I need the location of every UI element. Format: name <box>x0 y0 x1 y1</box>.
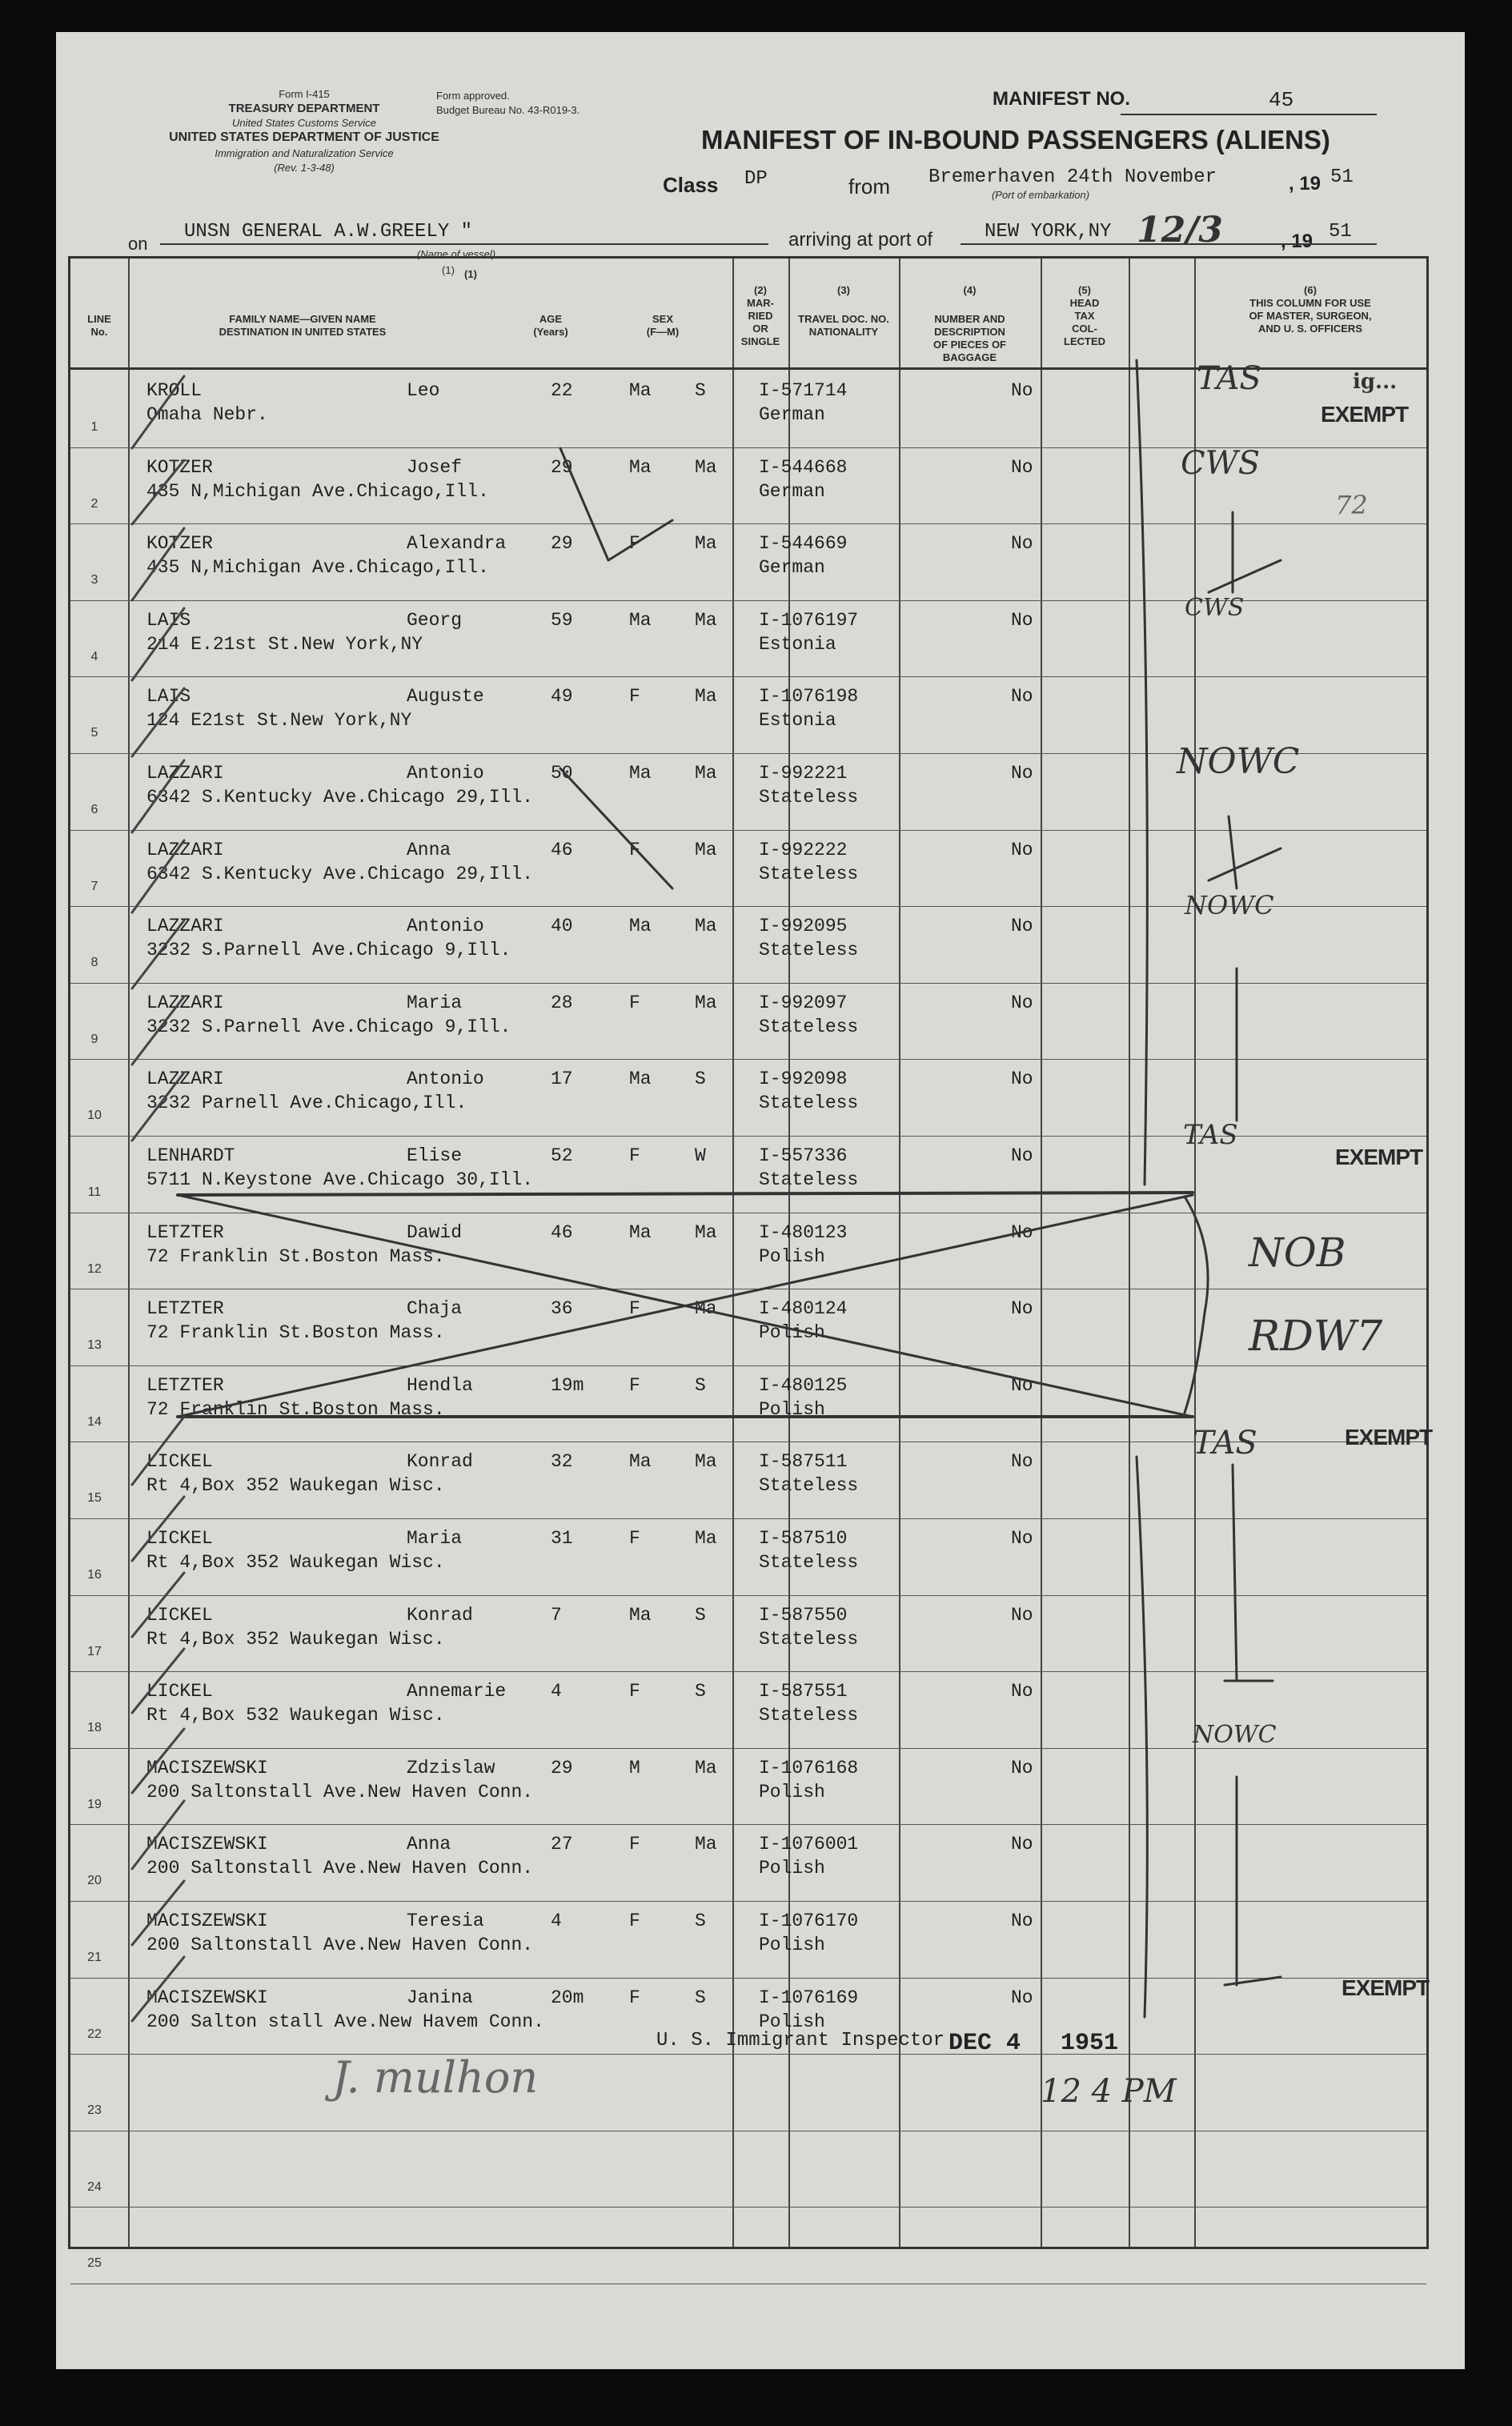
surname: MACISZEWSKI <box>146 1757 268 1778</box>
destination: 435 N,Michigan Ave.Chicago,Ill. <box>146 480 489 502</box>
embarkation-caption: (Port of embarkation) <box>991 189 1090 201</box>
nationality: Stateless <box>759 1628 859 1650</box>
age: 50 <box>551 763 573 784</box>
given-name: Maria <box>407 992 463 1013</box>
form-approved: Form approved. <box>436 90 510 102</box>
nationality: Stateless <box>759 787 859 808</box>
annotation-nowc-3: NOWC <box>1193 1721 1277 1749</box>
destination: 3232 S.Parnell Ave.Chicago 9,Ill. <box>146 1016 511 1037</box>
surname: LAZZARI <box>146 916 224 937</box>
nationality: Stateless <box>759 863 859 884</box>
head-tax: No <box>1011 1221 1033 1243</box>
vertical-check-1 <box>1137 360 1147 1185</box>
line-number: 24 <box>87 2179 102 2194</box>
line-number: 3 <box>90 573 98 587</box>
given-name: Konrad <box>407 1451 473 1473</box>
destination: Rt 4,Box 352 Waukegan Wisc. <box>146 1552 445 1573</box>
embarkation-port: Bremerhaven 24th November <box>928 166 1217 188</box>
head-tax: No <box>1011 1069 1033 1090</box>
year1-value: 51 <box>1330 166 1354 188</box>
surname: MACISZEWSKI <box>146 1911 268 1931</box>
destination: Rt 4,Box 352 Waukegan Wisc. <box>146 1628 445 1650</box>
handwritten-time: 12 4 PM <box>1041 2073 1177 2110</box>
exempt-stamp-3: EXEMPT <box>1345 1425 1433 1450</box>
given-name: Maria <box>407 1528 463 1549</box>
annotation-ig: ig... <box>1353 370 1398 394</box>
sex: F <box>629 839 640 860</box>
head-tax: No <box>1011 763 1033 784</box>
surname: LAIS <box>146 686 191 708</box>
travel-doc-no: I-480123 <box>759 1221 848 1243</box>
surname: LETZTER <box>146 1374 224 1396</box>
age: 4 <box>551 1681 562 1702</box>
row-tick-marks <box>132 376 184 2021</box>
destination: 6342 S.Kentucky Ave.Chicago 29,Ill. <box>146 787 534 808</box>
surname: LAZZARI <box>146 839 224 860</box>
given-name: Antonio <box>407 916 484 937</box>
annotation-nob: NOB <box>1249 1229 1346 1276</box>
surname: LICKEL <box>146 1451 213 1473</box>
head-tax: No <box>1011 380 1033 401</box>
sex: F <box>629 992 640 1013</box>
destination: 124 E21st St.New York,NY <box>146 710 412 732</box>
nationality: Polish <box>759 1322 825 1344</box>
annotation-tas-2: TAS <box>1183 1119 1238 1151</box>
age: 46 <box>551 839 573 860</box>
date-stamp: DEC 4 <box>949 2030 1021 2057</box>
col-header-headtax: (5) HEAD TAX COL- LECTED <box>1064 284 1105 347</box>
line-number: 14 <box>87 1414 102 1429</box>
class-value: DP <box>744 168 768 190</box>
surname: LETZTER <box>146 1221 224 1243</box>
marital-status: Ma <box>695 1834 717 1855</box>
head-tax: No <box>1011 1374 1033 1396</box>
col-header-name: FAMILY NAME—GIVEN NAME DESTINATION IN UNITED STATES <box>219 313 387 338</box>
travel-doc-no: I-544668 <box>759 456 848 478</box>
nationality: Stateless <box>759 1016 859 1037</box>
age: 27 <box>551 1834 573 1855</box>
sex: F <box>629 1374 640 1396</box>
head-tax: No <box>1011 1298 1033 1320</box>
marital-status: S <box>695 380 706 401</box>
sex: Ma <box>629 1069 652 1090</box>
given-name: Leo <box>407 380 440 401</box>
line-number: 11 <box>87 1185 102 1199</box>
line-number: 4 <box>90 649 98 664</box>
surname: KOTZER <box>146 456 213 478</box>
rev-date: (Rev. 1-3-48) <box>274 162 335 174</box>
marital-status: S <box>695 1681 706 1702</box>
given-name: Anna <box>407 1834 451 1855</box>
given-name: Chaja <box>407 1298 463 1320</box>
age: 7 <box>551 1604 562 1626</box>
line-number: 16 <box>87 1568 102 1582</box>
marital-status: Ma <box>695 609 717 631</box>
col-header-married: (2) MAR- RIED OR SINGLE <box>740 284 780 347</box>
destination: 5711 N.Keystone Ave.Chicago 30,Ill. <box>146 1169 534 1190</box>
col-header-officers: (6) THIS COLUMN FOR USE OF MASTER, SURGEON, AND U. S. OFFICERS <box>1249 284 1372 335</box>
annotation-cws-1: CWS <box>1181 445 1261 482</box>
sex: F <box>629 533 640 555</box>
marital-status: Ma <box>695 686 717 708</box>
arrival-date-handwritten: 12/3 <box>1137 210 1223 251</box>
destination: 200 Saltonstall Ave.New Haven Conn. <box>146 1781 534 1802</box>
marital-status: S <box>695 1911 706 1931</box>
check-group-4 <box>1225 1465 1273 1681</box>
given-name: Annemarie <box>407 1681 507 1702</box>
travel-doc-no: I-587551 <box>759 1681 848 1702</box>
year1-prefix: , 19 <box>1289 173 1321 194</box>
travel-doc-no: I-480124 <box>759 1298 848 1320</box>
sex-markings-2 <box>560 768 672 888</box>
sex: Ma <box>629 916 652 937</box>
age: 46 <box>551 1221 573 1243</box>
marital-status: S <box>695 1604 706 1626</box>
surname: LAIS <box>146 609 191 631</box>
travel-doc-no: I-1076169 <box>759 1987 859 2008</box>
nationality: German <box>759 404 825 425</box>
travel-doc-no: I-992097 <box>759 992 848 1013</box>
surname: LENHARDT <box>146 1145 235 1166</box>
sex: F <box>629 1987 640 2008</box>
given-name: Antonio <box>407 763 484 784</box>
treasury-dept: TREASURY DEPARTMENT <box>228 102 380 115</box>
sex: M <box>629 1757 640 1778</box>
sex: F <box>629 1681 640 1702</box>
annotation-tas-3: TAS <box>1193 1425 1257 1462</box>
sex: F <box>629 686 640 708</box>
given-name: Teresia <box>407 1911 484 1931</box>
annotation-tas-1: TAS <box>1197 360 1261 397</box>
line-number: 19 <box>87 1797 102 1811</box>
age: 40 <box>551 916 573 937</box>
nationality: Polish <box>759 1858 825 1879</box>
marital-status: Ma <box>695 1221 717 1243</box>
sex: Ma <box>629 609 652 631</box>
nationality: Stateless <box>759 1169 859 1190</box>
vessel-name: UNSN GENERAL A.W.GREELY " <box>184 221 473 243</box>
check-group-5 <box>1225 1777 1281 1985</box>
sex: Ma <box>629 456 652 478</box>
col-header-travel-doc: (3) TRAVEL DOC. NO. NATIONALITY <box>798 284 889 338</box>
travel-doc-no: I-587511 <box>759 1451 848 1473</box>
annotation-nowc-1: NOWC <box>1177 741 1300 782</box>
budget-bureau: Budget Bureau No. 43-R019-3. <box>436 104 580 116</box>
given-name: Hendla <box>407 1374 473 1396</box>
manifest-no-label: MANIFEST NO. <box>993 88 1130 110</box>
line-number: 18 <box>87 1721 102 1735</box>
sex: Ma <box>629 1221 652 1243</box>
nationality: Polish <box>759 1245 825 1267</box>
given-name: Auguste <box>407 686 484 708</box>
travel-doc-no: I-1076170 <box>759 1911 859 1931</box>
age: 31 <box>551 1528 573 1549</box>
ins-service: Immigration and Naturalization Service <box>215 147 394 159</box>
exempt-stamp-4: EXEMPT <box>1342 1975 1430 2000</box>
marital-status: Ma <box>695 916 717 937</box>
age: 36 <box>551 1298 573 1320</box>
head-tax: No <box>1011 686 1033 708</box>
surname: LICKEL <box>146 1604 213 1626</box>
marital-status: W <box>695 1145 706 1166</box>
marital-status: Ma <box>695 1451 717 1473</box>
vessel-caption: (Name of vessel) <box>416 248 496 260</box>
travel-doc-no: I-1076001 <box>759 1834 859 1855</box>
line-number: 8 <box>90 956 98 970</box>
sex: F <box>629 1528 640 1549</box>
travel-doc-no: I-587550 <box>759 1604 848 1626</box>
line-number: 10 <box>87 1109 102 1123</box>
line-number: 20 <box>87 1874 102 1888</box>
surname: LAZZARI <box>146 992 224 1013</box>
travel-doc-no: I-992095 <box>759 916 848 937</box>
nationality: Stateless <box>759 1552 859 1573</box>
destination: 72 Franklin St.Boston Mass. <box>146 1245 445 1267</box>
nationality: Stateless <box>759 1093 859 1114</box>
line-number: 9 <box>90 1032 98 1046</box>
head-tax: No <box>1011 992 1033 1013</box>
head-tax: No <box>1011 1834 1033 1855</box>
annotation-cws-2: CWS <box>1185 594 1245 622</box>
marital-status: Ma <box>695 1528 717 1549</box>
nationality: Polish <box>759 1398 825 1420</box>
sex: F <box>629 1298 640 1320</box>
nationality: Stateless <box>759 1475 859 1497</box>
year-stamp: 1951 <box>1061 2030 1119 2057</box>
nationality: Polish <box>759 1935 825 1955</box>
inspector-label: U. S. Immigrant Inspector <box>656 2030 945 2051</box>
form-number: Form I-415 <box>279 88 330 100</box>
nationality: Estonia <box>759 633 836 655</box>
given-name: Elise <box>407 1145 463 1166</box>
travel-doc-no: I-557336 <box>759 1145 848 1166</box>
from-label: from <box>848 174 890 198</box>
given-name: Alexandra <box>407 533 507 555</box>
head-tax: No <box>1011 456 1033 478</box>
surname: KOTZER <box>146 533 213 555</box>
col-header-baggage: (4) NUMBER AND DESCRIPTION OF PIECES OF BAGGAGE <box>932 284 1006 363</box>
line-number: 25 <box>87 2256 102 2271</box>
given-name: Antonio <box>407 1069 484 1090</box>
marital-status: Ma <box>695 839 717 860</box>
arriving-label: arriving at port of <box>788 229 933 251</box>
surname: LETZTER <box>146 1298 224 1320</box>
destination: 200 Saltonstall Ave.New Haven Conn. <box>146 1858 534 1879</box>
nationality: Stateless <box>759 1705 859 1726</box>
annotation-72: 72 <box>1335 490 1368 520</box>
head-tax: No <box>1011 1987 1033 2008</box>
strike-line-top <box>178 1193 1193 1195</box>
inspector-signature: J. mulhon <box>332 2052 539 2103</box>
manifest-no-value: 45 <box>1269 88 1294 112</box>
line-number: 2 <box>90 496 98 511</box>
line-number: 1 <box>90 420 98 434</box>
marital-status: S <box>695 1069 706 1090</box>
line-number: 13 <box>87 1338 102 1353</box>
travel-doc-no: I-571714 <box>759 380 848 401</box>
line-number: 7 <box>90 879 98 893</box>
vessel-colnum: (1) <box>442 264 455 276</box>
marital-status: Ma <box>695 992 717 1013</box>
head-tax: No <box>1011 839 1033 860</box>
line-number: 21 <box>87 1951 102 1964</box>
destination: Rt 4,Box 352 Waukegan Wisc. <box>146 1475 445 1497</box>
sex: Ma <box>629 1451 652 1473</box>
sex: F <box>629 1145 640 1166</box>
line-number: 5 <box>90 726 98 740</box>
sex: Ma <box>629 380 652 401</box>
line-number: 22 <box>87 2027 102 2041</box>
sex: Ma <box>629 1604 652 1626</box>
year2-prefix: , 19 <box>1281 231 1313 252</box>
age: 17 <box>551 1069 573 1090</box>
head-tax: No <box>1011 1528 1033 1549</box>
travel-doc-no: I-587510 <box>759 1528 848 1549</box>
sex: Ma <box>629 763 652 784</box>
nationality: Polish <box>759 2011 825 2032</box>
age: 59 <box>551 609 573 631</box>
head-tax: No <box>1011 916 1033 937</box>
age: 29 <box>551 456 573 478</box>
destination: 435 N,Michigan Ave.Chicago,Ill. <box>146 557 489 579</box>
arrival-port: NEW YORK,NY <box>985 221 1112 243</box>
head-tax: No <box>1011 1145 1033 1166</box>
surname: LICKEL <box>146 1681 213 1702</box>
sex: F <box>629 1911 640 1931</box>
destination: Rt 4,Box 532 Waukegan Wisc. <box>146 1705 445 1726</box>
bracket-mark <box>1185 1197 1208 1413</box>
marital-status: Ma <box>695 533 717 555</box>
travel-doc-no: I-1076198 <box>759 686 859 708</box>
nationality: German <box>759 557 825 579</box>
surname: MACISZEWSKI <box>146 1987 268 2008</box>
destination: 6342 S.Kentucky Ave.Chicago 29,Ill. <box>146 863 534 884</box>
destination: 200 Salton stall Ave.New Havem Conn. <box>146 2011 544 2032</box>
marital-status: Ma <box>695 456 717 478</box>
age: 19m <box>551 1374 584 1396</box>
exempt-stamp-1: EXEMPT <box>1321 402 1409 427</box>
age: 52 <box>551 1145 573 1166</box>
age: 28 <box>551 992 573 1013</box>
check-group-2 <box>1209 816 1281 888</box>
given-name: Zdzislaw <box>407 1757 495 1778</box>
line-number: 15 <box>87 1491 102 1506</box>
age: 20m <box>551 1987 584 2008</box>
destination: 214 E.21st St.New York,NY <box>146 633 423 655</box>
annotation-rdw7: RDW7 <box>1249 1313 1383 1361</box>
on-label: on <box>128 234 148 254</box>
head-tax: No <box>1011 1911 1033 1931</box>
annotation-nowc-2: NOWC <box>1185 890 1274 920</box>
travel-doc-no: I-544669 <box>759 533 848 555</box>
justice-dept: UNITED STATES DEPARTMENT OF JUSTICE <box>169 130 439 144</box>
given-name: Anna <box>407 839 451 860</box>
check-group-1 <box>1209 512 1281 592</box>
given-name: Josef <box>407 456 463 478</box>
marital-status: Ma <box>695 1298 717 1320</box>
travel-doc-no: I-992222 <box>759 839 848 860</box>
age: 29 <box>551 1757 573 1778</box>
customs-service: United States Customs Service <box>232 117 376 129</box>
destination: 72 Franklin St.Boston Mass. <box>146 1322 445 1344</box>
year2-value: 51 <box>1329 221 1352 243</box>
line-number: 6 <box>90 803 98 816</box>
nationality: Estonia <box>759 710 836 732</box>
line-number: 17 <box>87 1644 102 1658</box>
age: 29 <box>551 533 573 555</box>
class-label: Class <box>663 173 719 197</box>
head-tax: No <box>1011 1604 1033 1626</box>
destination: 200 Saltonstall Ave.New Haven Conn. <box>146 1935 534 1955</box>
age: 22 <box>551 380 573 401</box>
destination: 3232 S.Parnell Ave.Chicago 9,Ill. <box>146 940 511 961</box>
destination: Omaha Nebr. <box>146 404 268 425</box>
marital-status: S <box>695 1374 706 1396</box>
surname: LAZZARI <box>146 1069 224 1090</box>
travel-doc-no: I-1076197 <box>759 609 859 631</box>
given-name: Janina <box>407 1987 473 2008</box>
line-number: 12 <box>87 1261 102 1276</box>
given-name: Konrad <box>407 1604 473 1626</box>
sex: F <box>629 1834 640 1855</box>
col-header-sex: SEX (F—M) <box>646 313 680 338</box>
vertical-check-2 <box>1137 1457 1147 2017</box>
head-tax: No <box>1011 1681 1033 1702</box>
marital-status: S <box>695 1987 706 2008</box>
marital-status: Ma <box>695 763 717 784</box>
age: 32 <box>551 1451 573 1473</box>
nationality: Polish <box>759 1781 825 1802</box>
line-number: 23 <box>87 2103 102 2118</box>
given-name: Dawid <box>407 1221 463 1243</box>
travel-doc-no: I-992098 <box>759 1069 848 1090</box>
travel-doc-no: I-1076168 <box>759 1757 859 1778</box>
age: 49 <box>551 686 573 708</box>
col-header-age: AGE (Years) <box>533 313 568 338</box>
head-tax: No <box>1011 1757 1033 1778</box>
marital-status: Ma <box>695 1757 717 1778</box>
given-name: Georg <box>407 609 463 631</box>
head-tax: No <box>1011 533 1033 555</box>
nationality: Stateless <box>759 940 859 961</box>
surname: LAZZARI <box>146 763 224 784</box>
surname: KROLL <box>146 380 203 401</box>
travel-doc-no: I-480125 <box>759 1374 848 1396</box>
col-header-family-num: (1) <box>464 268 477 280</box>
exempt-stamp-2: EXEMPT <box>1335 1145 1423 1169</box>
head-tax: No <box>1011 1451 1033 1473</box>
nationality: German <box>759 480 825 502</box>
destination: 72 Franklin St.Boston Mass. <box>146 1398 445 1420</box>
travel-doc-no: I-992221 <box>759 763 848 784</box>
sex-markings-1 <box>560 448 672 560</box>
surname: LICKEL <box>146 1528 213 1549</box>
manifest-title: MANIFEST OF IN-BOUND PASSENGERS (ALIENS) <box>701 125 1330 154</box>
destination: 3232 Parnell Ave.Chicago,Ill. <box>146 1093 467 1114</box>
surname: MACISZEWSKI <box>146 1834 268 1855</box>
head-tax: No <box>1011 609 1033 631</box>
col-header-line: LINE No. <box>87 313 111 338</box>
age: 4 <box>551 1911 562 1931</box>
